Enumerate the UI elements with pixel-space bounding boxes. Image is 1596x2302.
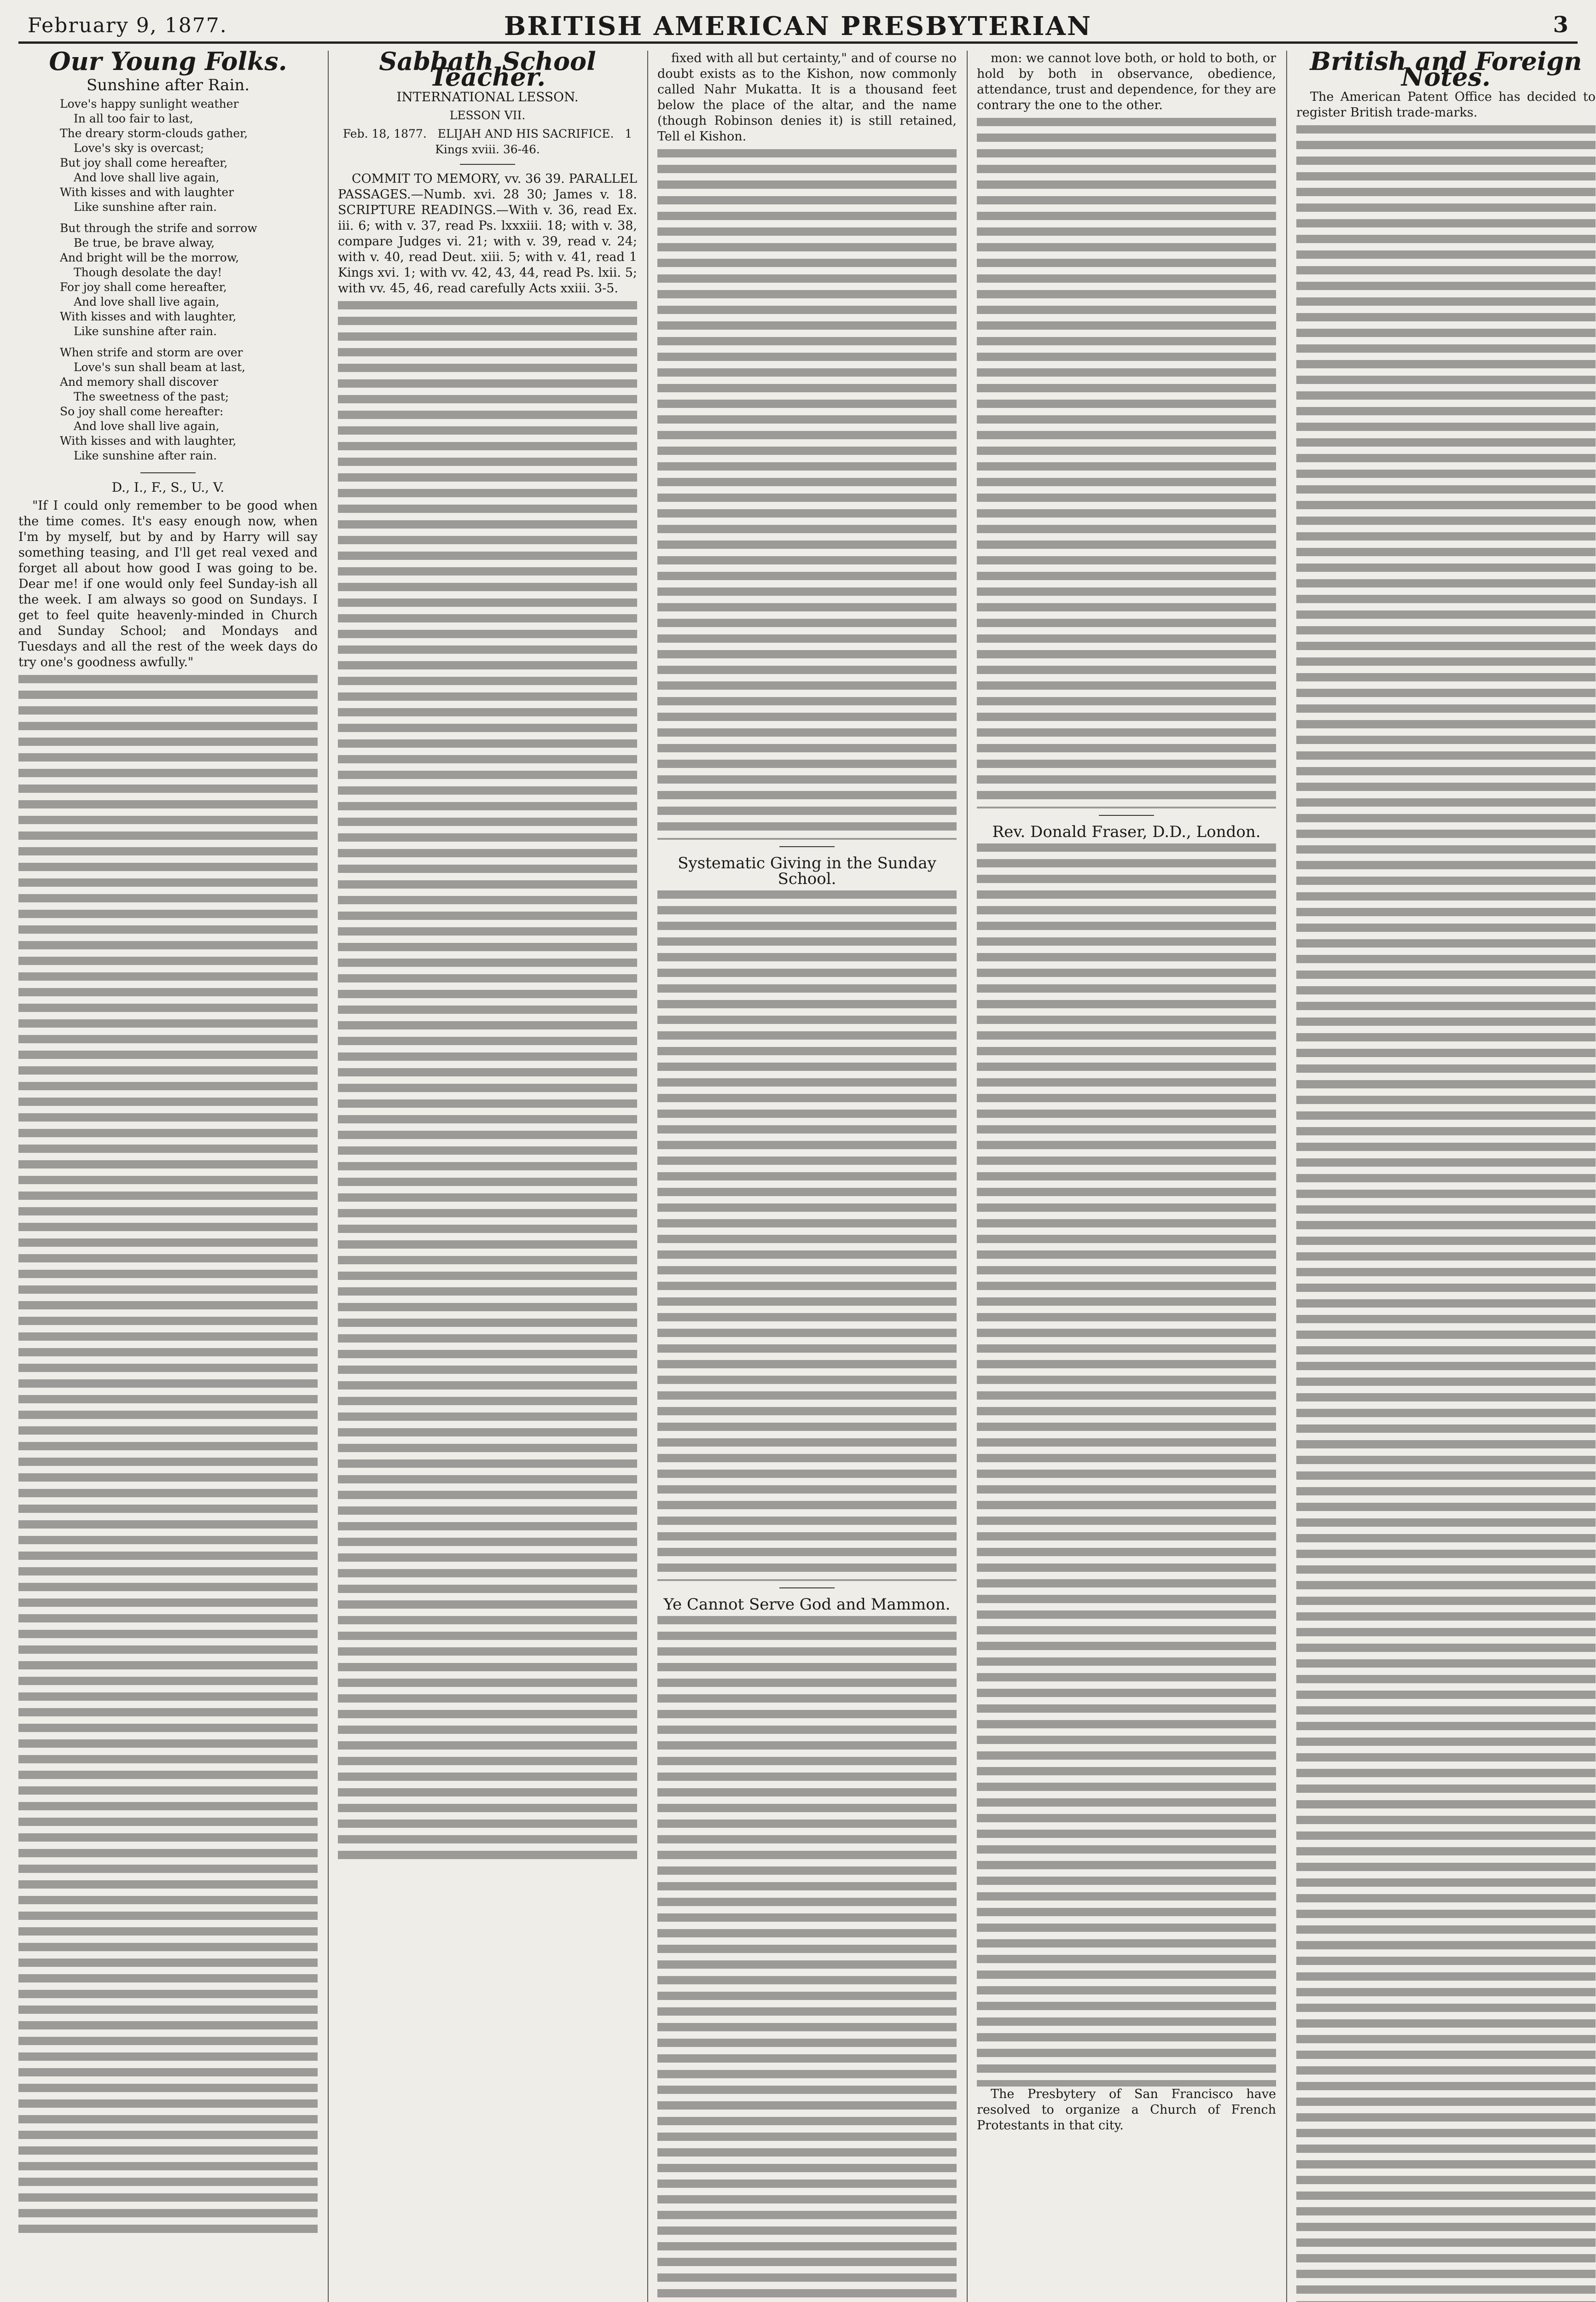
divider [779,1587,835,1588]
poem-line: With kisses and with laughter, [60,434,237,448]
article-text-block [657,1616,957,2302]
poem-title: Sunshine after Rain. [86,76,250,94]
poem-line: But joy shall come hereafter, [60,156,228,169]
poem-line: In all too fair to last, [74,112,193,125]
column-rule [1286,51,1287,2302]
page-header [18,9,1578,44]
closing-paragraph: The Presbytery of San Francisco have resolved to organize a Church of French Protestants in that city. [977,2087,1276,2133]
poem-line: When strife and storm are over [60,346,243,359]
section-heading-british-foreign: British and Foreign Notes. [1310,51,1582,92]
column-young-folks [18,51,318,2302]
column-sabbath-school [338,51,637,2302]
poem-line: But through the strife and sorrow [60,221,257,235]
poem-line: Like sunshine after rain. [74,449,217,462]
poem-line: With kisses and with laughter [60,186,234,199]
poem-line: The sweetness of the past; [74,390,229,403]
lesson-number: LESSON VII. [449,109,526,122]
poem-line: And bright will be the morrow, [60,251,239,264]
section-heading-young-folks: Our Young Folks. [49,51,287,76]
story-title: D., I., F., S., U., V. [111,480,225,495]
poem-line: Love's sky is overcast; [74,141,204,155]
article-text-block [657,149,957,840]
lesson-heading: INTERNATIONAL LESSON. [396,89,579,105]
divider [779,846,835,847]
poem-line: Like sunshine after rain. [74,200,217,214]
article-paragraph: fixed with all but certainty," and of course no doubt exists as to the Kishon, now commonly called Nahr Mukatta. It is a thousand feet below the place of the altar, and the name (though Robinson denies it) is still retained, Tell el Kishon. [657,51,957,144]
poem-line: Love's happy sunlight weather [60,97,239,110]
divider [1099,815,1154,816]
poem-line: Like sunshine after rain. [74,325,217,338]
article-text-block [1296,125,1596,2302]
poem-line: And love shall live again, [74,419,220,433]
column-rule [328,51,329,2302]
poem-line: For joy shall come hereafter, [60,280,227,294]
divider [140,472,196,473]
article-text-block [338,301,637,1866]
article-text-block [657,890,957,1581]
poem-line: And love shall live again, [74,295,220,308]
poem-line: And memory shall discover [60,375,218,389]
poem-line: Be true, be brave alway, [74,236,215,250]
masthead-title: BRITISH AMERICAN PRESBYTERIAN [504,11,1092,41]
poem-line: So joy shall come hereafter: [60,405,224,418]
column-four [977,51,1276,2302]
note-paragraph: The American Patent Office has decided to register British trade-marks. [1296,90,1596,120]
column-british-foreign-notes [1296,51,1596,2302]
column-three [657,51,957,2302]
poem-line: Though desolate the day! [74,266,222,279]
column-rule [647,51,648,2302]
article-text-block [18,675,318,2240]
lesson-reference: 1 Kings xviii. 36-46. [435,127,633,156]
poem-line: And love shall live again, [74,171,220,184]
poem-line: The dreary storm-clouds gather, [60,127,248,140]
section-heading-sabbath-school: Sabbath School Teacher. [379,51,596,92]
poem [18,97,318,463]
story-paragraph: "If I could only remember to be good when the time comes. It's easy enough now, when I'm by myself, but by and by Harry will say something teasing, and I'll get real vexed and forget all about how good I was going to be. Dear me! if one would only feel Sunday-ish all the week. I am always so good on Sundays. I get to feel quite heavenly-minded in Church and Sunday School; and Mondays and Tuesdays and all the rest of the week days do try one's goodness awfully." [18,499,318,669]
article-paragraph: mon: we cannot love both, or hold to both, or hold by both in observance, obedience, attendance, trust and dependence, for they are contrary the one to the other. [977,51,1276,112]
divider [460,164,515,165]
article-text-block [977,118,1276,808]
column-rule [967,51,968,2302]
article-title-god-and-mammon: Ye Cannot Serve God and Mammon. [663,1595,951,1614]
article-text-block [977,843,1276,2087]
lesson-paragraph: COMMIT TO MEMORY, vv. 36 39. PARALLEL PASSAGES.—Numb. xvi. 28 30; James v. 18. SCRIPTURE READINGS.—With v. 36, read Ex. iii. 6; with v. 37, read Ps. lxxxiii. 18; with v. 38, compare Judges vi. 21; with v. 39, read v. 24; with v. 40, read Deut. xiii. 5; with v. 41, read 1 Kings xvi. 1; with vv. 42, 43, 44, read Ps. lxii. 5; with vv. 45, 46, read carefully Acts xxiii. 3-5. [338,172,637,296]
lesson-title: ELIJAH AND HIS SACRIFICE. [437,127,614,140]
article-title-systematic-giving: Systematic Giving in the Sunday School. [678,854,936,888]
article-title-donald-fraser: Rev. Donald Fraser, D.D., London. [992,823,1261,841]
lesson-title-line [338,126,637,157]
issue-date: February 9, 1877. [28,14,227,37]
lesson-date: Feb. 18, 1877. [342,127,427,140]
page-number: 3 [1553,12,1568,38]
poem-line: Love's sun shall beam at last, [74,360,245,374]
poem-line: With kisses and with laughter, [60,310,237,323]
